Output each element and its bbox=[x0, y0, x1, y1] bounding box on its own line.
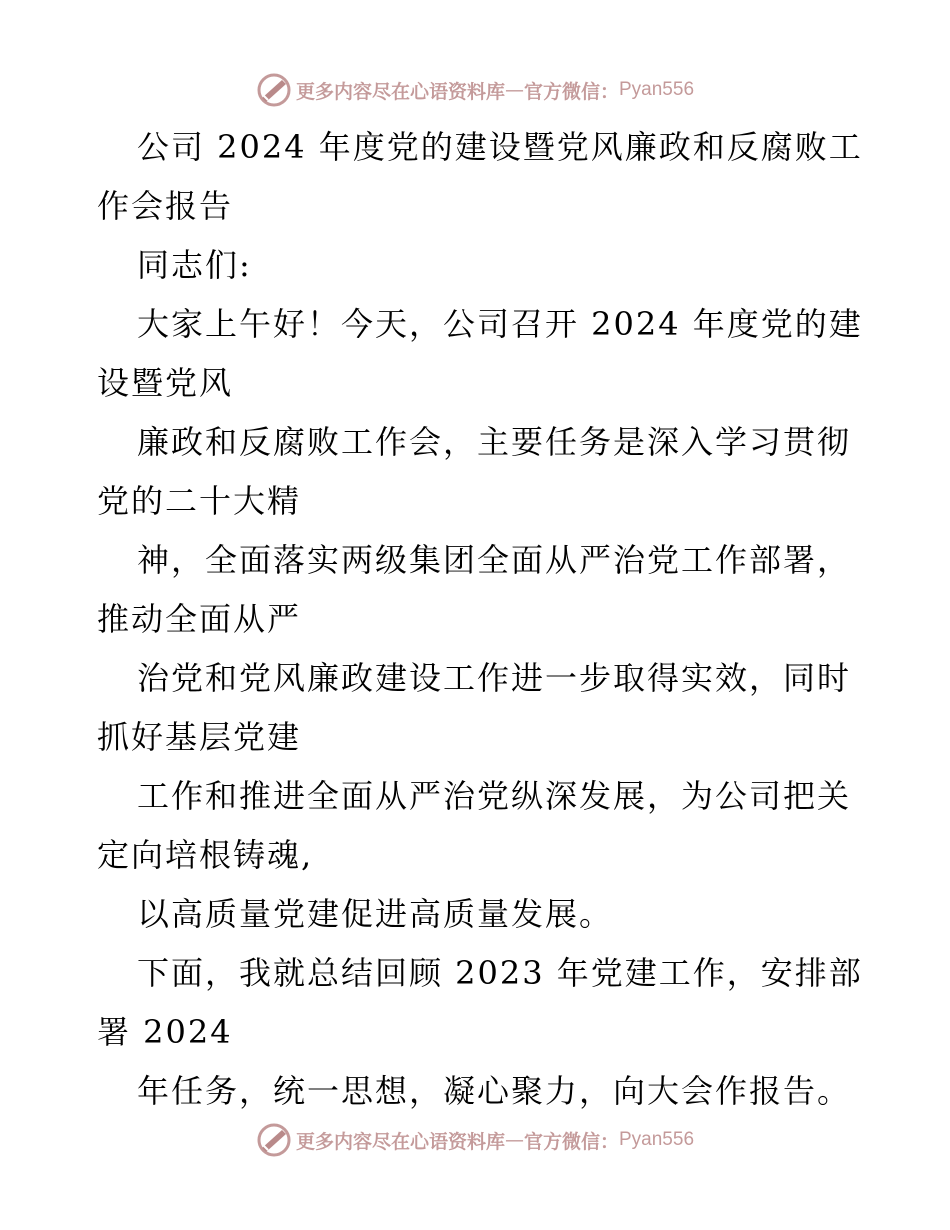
text-line: 作会报告 bbox=[97, 187, 234, 225]
text-line: 推动全面从严 bbox=[97, 600, 302, 638]
text-line: 神，全面落实两级集团全面从严治党工作部署， bbox=[137, 541, 852, 579]
watermark-dash: — bbox=[504, 79, 524, 101]
text-line: 设暨党风 bbox=[97, 364, 234, 402]
text-line: 定向培根铸魂, bbox=[97, 836, 314, 874]
watermark-wechat-id: Pyan556 bbox=[619, 1129, 695, 1150]
watermark-banner-bottom bbox=[0, 1118, 950, 1162]
text-line: 公司 2024 年度党的建设暨党风廉政和反腐败工 bbox=[137, 128, 863, 166]
watermark-wechat-id: Pyan556 bbox=[619, 79, 695, 100]
text-line: 大家上午好！今天，公司召开 2024 年度党的建 bbox=[137, 305, 863, 343]
watermark-banner-top bbox=[0, 68, 950, 112]
watermark-official-label: 官方微信： bbox=[523, 1130, 619, 1153]
watermark-official-label: 官方微信： bbox=[523, 80, 619, 103]
text-line: 治党和党风廉政建设工作进一步取得实效，同时 bbox=[137, 659, 852, 697]
watermark-dash: — bbox=[504, 1129, 524, 1151]
text-line: 年任务，统一思想，凝心聚力，向大会作报告。 bbox=[137, 1072, 852, 1110]
pen-logo-icon bbox=[256, 72, 292, 108]
text-line: 廉政和反腐败工作会，主要任务是深入学习贯彻 bbox=[137, 423, 852, 461]
text-line: 以高质量党建促进高质量发展。 bbox=[137, 895, 614, 933]
watermark-text: 更多内容尽在心语资料库 bbox=[295, 1130, 505, 1153]
text-line: 署 2024 bbox=[97, 1013, 233, 1051]
document-body bbox=[97, 118, 863, 1121]
text-line: 工作和推进全面从严治党纵深发展，为公司把关 bbox=[137, 777, 852, 815]
pen-logo-icon bbox=[256, 1122, 292, 1158]
text-line: 下面，我就总结回顾 2023 年党建工作，安排部 bbox=[137, 954, 863, 992]
text-line: 党的二十大精 bbox=[97, 482, 302, 520]
text-line: 同志们: bbox=[137, 246, 252, 284]
watermark-text: 更多内容尽在心语资料库 bbox=[295, 80, 505, 103]
text-line: 抓好基层党建 bbox=[97, 718, 302, 756]
